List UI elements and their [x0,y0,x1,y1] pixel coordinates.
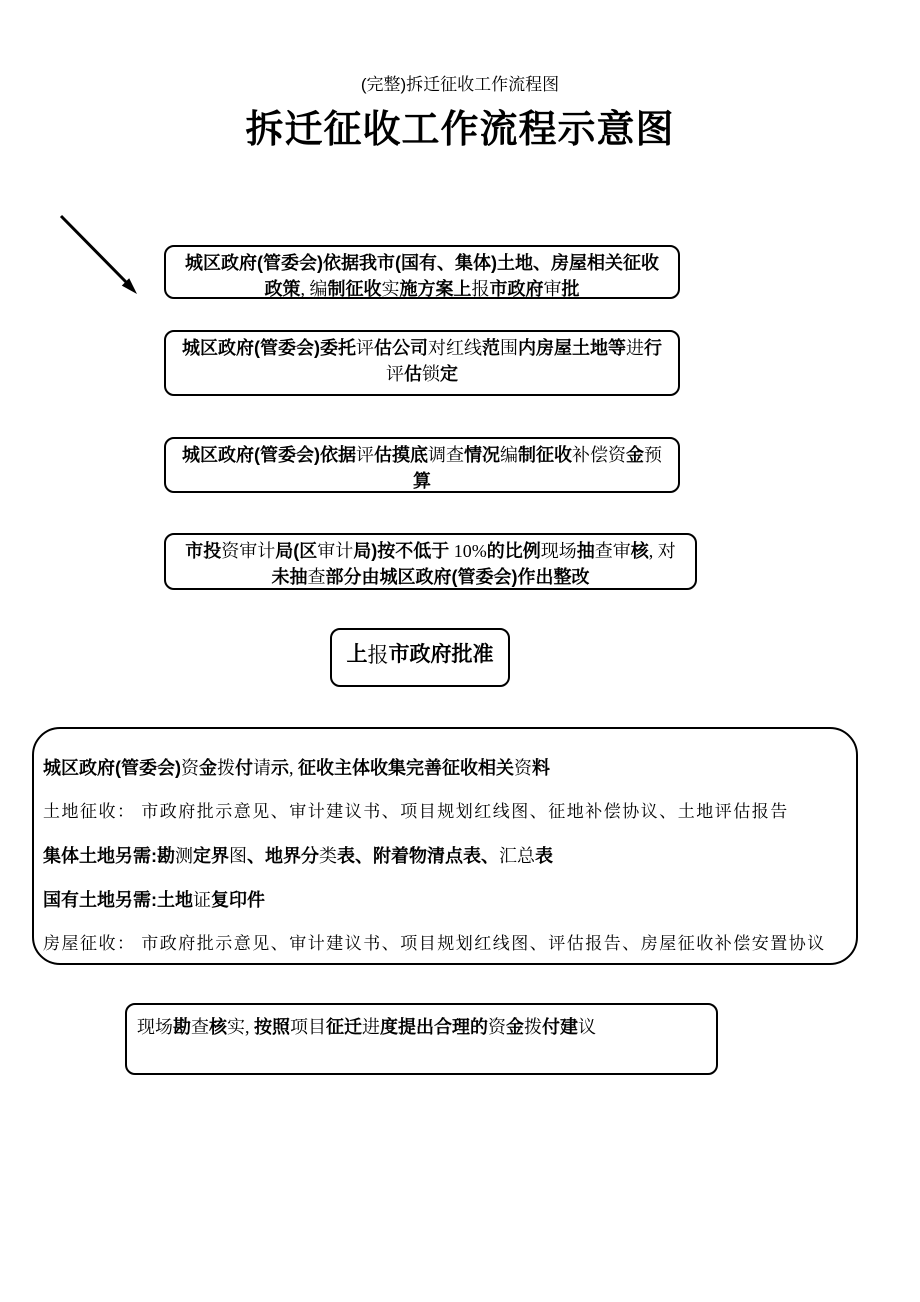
state-land-extra-materials-line: 国有土地另需:土地证复印件 [43,890,265,910]
flow-step-audit-spot-check-box: 市投资审计局(区审计局)按不低于 10%的比例现场抽查审核, 对 未抽查部分由城区政府(管委会)作出整改 [164,533,697,590]
house-expropriation-materials-line: 房屋征收： 市政府批示意见、审计建议书、项目规划红线图、评估报告、房屋征收补偿安置协议 [43,934,826,953]
page-title: 拆迁征收工作流程示意图 [245,109,675,151]
funding-request-materials-panel [32,727,858,965]
land-expropriation-materials-line: 土地征收： 市政府批示意见、审计建议书、项目规划红线图、征地补偿协议、土地评估报告 [43,802,789,821]
document-header-note: (完整)拆迁征收工作流程图 [360,75,560,94]
flow-step-submit-approval-box: 上 报 市政府批准 [330,628,510,687]
diagonal-down-right-arrow-icon [55,210,145,300]
collective-land-extra-materials-line: 集体土地另需:勘测定界图、地界分类表、附着物清点表、汇总表 [43,846,553,866]
panel-title-line: 城区政府(管委会)资金拨付请示, 征收主体收集完善征收相关资料 [43,758,550,778]
flow-step-compensation-budget-box: 城区政府(管委会)依据评估摸底调查情况编制征收补偿资金预 算 [164,437,680,493]
flow-step-site-verification-box: 现场勘查核实, 按照项目征迁进度提出合理的资金拨付建议 [125,1003,718,1075]
flow-step-appraisal-lock-box: 城区政府(管委会)委托评估公司对红线范围内房屋土地等进行 评估锁定 [164,330,680,396]
flow-step-policy-plan-box: 城区政府(管委会)依据我市(国有、集体)土地、房屋相关征收 政策, 编制征收实施方案上报市政府审批 [164,245,680,299]
